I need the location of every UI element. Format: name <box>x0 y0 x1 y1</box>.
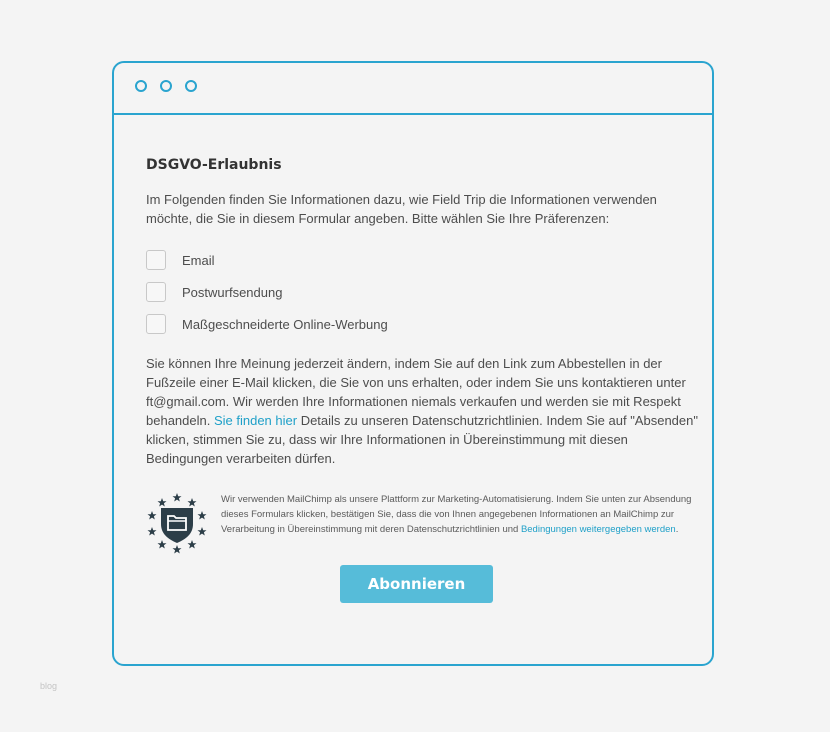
email-checkbox[interactable] <box>146 250 166 270</box>
option-label: Email <box>182 252 215 268</box>
privacy-text-start: Sie können Ihre Meinung jederzeit ändern, indem Sie auf den Link zum Abbestellen in der Fußzeile einer E-Mail klicken, die Sie von uns erhalten, oder indem Sie uns kontaktieren unter ft@gmail.com. Wir werden Ihre Informationen niemals verkaufen und werden sie mit Respekt behandeln. <box>146 356 686 428</box>
option-label: Maßgeschneiderte Online-Werbung <box>182 316 388 332</box>
privacy-details-link[interactable]: Sie finden hier <box>213 413 298 428</box>
mailchimp-notice <box>146 492 706 554</box>
browser-window <box>112 61 714 666</box>
option-online-werbung[interactable] <box>146 308 706 340</box>
form-title: DSGVO-Erlaubnis <box>146 157 282 173</box>
window-control-circle-icon[interactable] <box>185 80 197 92</box>
watermark: blog <box>40 681 58 691</box>
postwurfsendung-checkbox[interactable] <box>146 282 166 302</box>
online-werbung-checkbox[interactable] <box>146 314 166 334</box>
option-postwurfsendung[interactable] <box>146 276 706 308</box>
window-control-circle-icon[interactable] <box>160 80 172 92</box>
window-titlebar <box>114 63 712 115</box>
intro-text: Im Folgenden finden Sie Informationen dazu, wie Field Trip die Informationen verwenden möchte, die Sie in diesem Formular angeben. Bitte wählen Sie Ihre Präferenzen: <box>146 192 657 226</box>
subscribe-button[interactable]: Abonnieren <box>340 565 493 603</box>
preferences-list <box>146 244 706 340</box>
shield-folder-stars-icon <box>146 492 208 554</box>
privacy-text-end: Details zu unseren Datenschutzrichtlinien. Indem Sie auf "Absenden" klicken, stimmen Sie zu, dass wir Ihre Informationen in Übereinstimmung mit diesen Bedingungen verarbeiten dürfen. <box>146 413 698 466</box>
form-content <box>146 157 706 554</box>
terms-link[interactable]: Bedingungen weitergegeben werden <box>520 524 676 535</box>
mailchimp-text <box>221 492 701 554</box>
option-label: Postwurfsendung <box>182 284 283 300</box>
mailchimp-text-end: . <box>675 524 679 535</box>
option-email[interactable] <box>146 244 706 276</box>
privacy-text <box>146 354 706 468</box>
mailchimp-text-start: Wir verwenden MailChimp als unsere Plattform zur Marketing-Automatisierung. Indem Sie unten zur Absendung dieses Formulars klicken, bestätigen Sie, dass die von Ihnen angegebenen Informationen an MailChimp zur Verarbeitung in Übereinstimmung mit deren Datenschutzrichtlinien und <box>221 494 692 535</box>
window-control-circle-icon[interactable] <box>135 80 147 92</box>
